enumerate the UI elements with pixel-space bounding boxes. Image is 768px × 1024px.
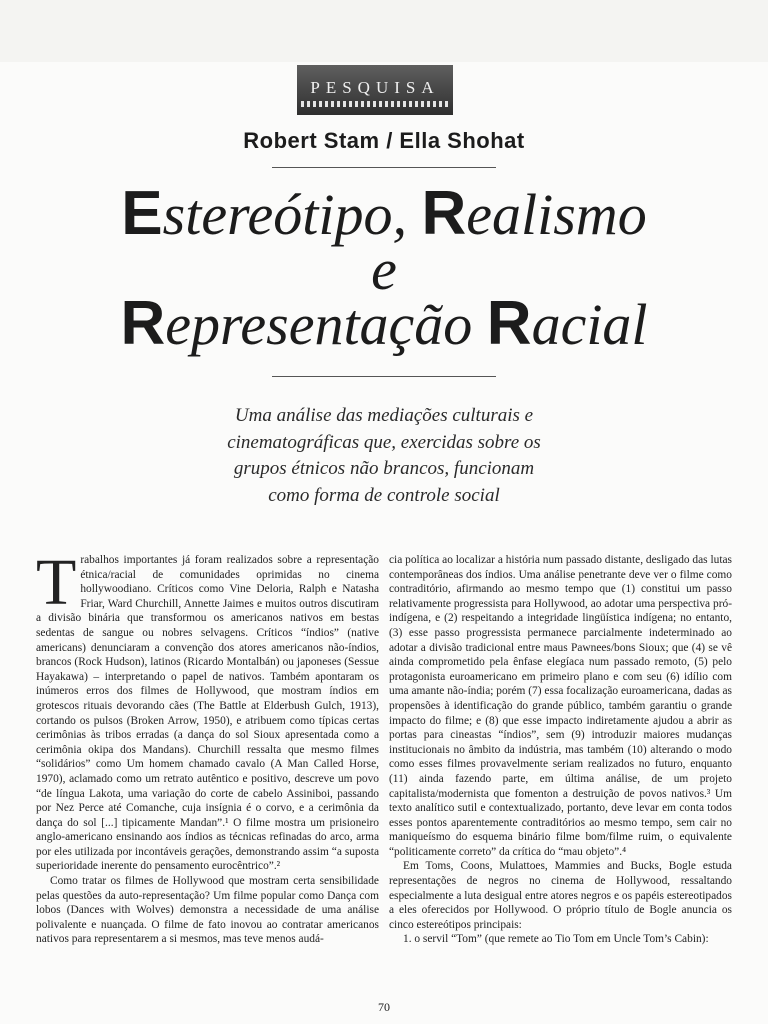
title-line-1 xyxy=(0,179,768,248)
title-text: epresentação xyxy=(165,292,487,357)
rule-under-title xyxy=(272,376,496,377)
body-column-right xyxy=(389,553,732,947)
drop-cap: T xyxy=(36,546,77,619)
title-text: stereótipo, xyxy=(162,182,422,247)
title-cap: R xyxy=(486,289,532,358)
title-text: ealismo xyxy=(466,182,647,247)
rule-under-authors xyxy=(272,167,496,168)
body-paragraph: Como tratar os filmes de Hollywood que mostram certa sensibilidade pelas questões da auto-representação? Um filme popular como Dança com lobos (Dances with Wolves) demonstra a necessidade de uma análise polivalente e nuançada. O filme de fato inovou ao contratar americanos nativos para representarem a si mesmos, mas teve menos audá- xyxy=(36,875,379,946)
title-cap: E xyxy=(121,179,163,248)
title-line-3 xyxy=(0,289,768,358)
body-paragraph: cia política ao localizar a história num passado distante, desligado das lutas contemporâneas dos índios. Uma análise penetrante deve ver o filme como contraditório, afirmando ao mesmo tempo que (1) constitui um passo relativamente progressista para Hollywood, ao adotar uma perspectiva pró-indígena, e (2) respeitando a integridade lingüística indígena; no entanto, (3) esse passo progressista permanece parcialmente indeterminado ao adotar a divisão tradicional entre maus Pawnees/bons Sioux; que (4) se vê ainda comprometido pela ênfase elegíaca num passado remoto, (5) pelo protagonista euroamericano em primeiro plano e com seu (6) idílio com uma amante não-índia; porém (7) essa focalização euroamericana, dadas as propensões à identificação do grande público, também garantiu o grande impacto do filme; e (8) que esse impacto indiretamente ajudou a abrir as portas para cineastas “índios”, sem (9) introduzir maiores mudanças institucionais no âmbito da indústria, mas também (10) alterando o modo como esses filmes provavelmente seriam realizados no futuro, enquanto (11) ainda fazendo parte, em última análise, de um projeto capitalista/modernista que fomenton a destruição de povos nativos.³ Um texto analítico sutil e contextualizado, portanto, deve levar em conta todos esses pontos aparentemente contraditórios ao mesmo tempo, sem cair no maniqueísmo do esquema binário filme bom/filme ruim, o equivalente “politicamente correto” da crítica do “mau objeto”.⁴ xyxy=(389,554,732,858)
section-badge xyxy=(297,65,453,115)
badge-dot-pattern xyxy=(301,101,449,107)
page-number: 70 xyxy=(378,1000,390,1014)
body-paragraph: Em Toms, Coons, Mulattoes, Mammies and Bucks, Bogle estuda representações de negros no cinema de Hollywood, ressaltando especialmente a luta desigual entre atores negros e os papéis estereotipados a eles oferecidos por Hollywood. O próprio título de Bogle anuncia os cinco estereótipos principais: xyxy=(389,860,732,931)
subtitle: Uma análise das mediações culturais e cinematográficas que, exercidas sobre os grupos étnicos não brancos, funcionam como forma de controle social xyxy=(227,405,541,506)
title-cap: R xyxy=(120,289,166,358)
body-column-left xyxy=(36,546,379,947)
section-badge-label: PESQUISA xyxy=(310,78,440,97)
title-cap: R xyxy=(421,179,467,248)
title-line-2: e xyxy=(371,237,397,302)
paragraph-text: rabalhos importantes já foram realizados sobre a representação étnica/racial de comunidades oprimidas no cinema hollywoodiano. Críticos como Vine Deloria, Ralph e Natasha Friar, Ward Churchill, Annette Jaimes e muitos outros discutiram a divisão binária que transformou os americanos nativos em bestas sedentas de sangue ou nobres selvagens. Críticos “índios” (native americans) denunciaram a convenção dos atores americanos não-índios, brancos (Rock Hudson), latinos (Ricardo Montalbán) ou japoneses (Sessue Hayakawa) – interpretando o papel de nativos. Também apontaram os inúmeros erros dos filmes de Hollywood, que mostram índios em grotescos rituais devorando cães (The Battle at Elderbush Gulch, 1913), cortando os pulsos (Broken Arrow, 1950), e atribuem como típicas certas cerimônias às tribos erradas (a dança do sol Sioux apresentada como a cerimônia okipa dos Mandans). Churchill ressalta que mesmo filmes “solidários” como Um homem chamado cavalo (A Man Called Horse, 1970), aclamado como um retrato autêntico e positivo, descreve um povo “de língua Lakota, uma variação do corte de cabelo Assiniboi, passando por Nez Perce até Comanche, cuja insígnia é o corvo, e a cerimônia da dança do sol [...] tipicamente Mandan”.¹ O filme mostra um prisioneiro anglo-americano ensinando aos índios as técnicas refinadas do arco, arma por eles utilizada por incontáveis gerações, demonstrando assim “a suposta superioridade inerente do pensamento eurocêntrico”.² xyxy=(36,554,379,873)
authors-line: Robert Stam / Ella Shohat xyxy=(243,128,525,153)
body-paragraph: 1. o servil “Tom” (que remete ao Tio Tom em Uncle Tom’s Cabin): xyxy=(403,933,709,946)
body-paragraph xyxy=(36,546,379,874)
title-text: acial xyxy=(531,292,648,357)
